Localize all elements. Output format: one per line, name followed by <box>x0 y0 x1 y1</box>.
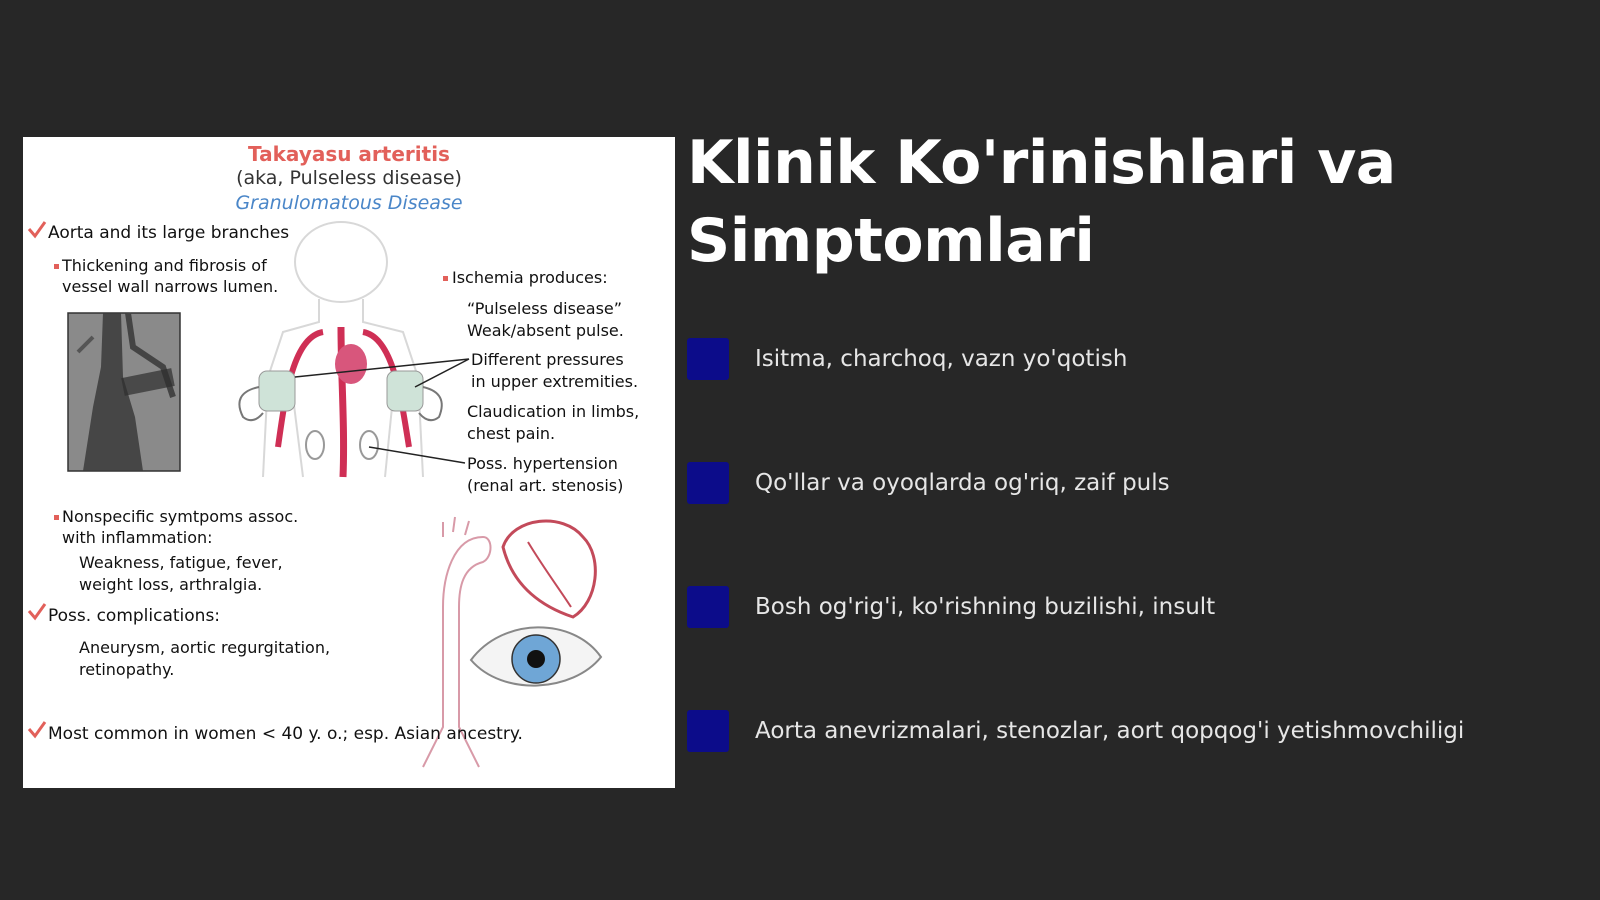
bullet-text: Isitma, charchoq, vazn yo'qotish <box>755 346 1128 372</box>
takayasu-figure <box>23 137 675 788</box>
check-icon <box>29 222 45 236</box>
figure-aka: (aka, Pulseless disease) <box>236 167 462 189</box>
bullet-text: Qo'llar va oyoqlarda og'riq, zaif puls <box>755 470 1170 496</box>
bullet-dot-icon <box>54 515 59 520</box>
figure-thickening-2: vessel wall narrows lumen. <box>62 277 279 296</box>
figure-weakness-1: Weakness, fatigue, fever, <box>79 553 283 572</box>
figure-ischemia-head: Ischemia produces: <box>452 268 608 287</box>
figure-thickening-1: Thickening and fibrosis of <box>62 256 267 275</box>
bullet-square-icon <box>687 586 729 628</box>
bullet-text: Bosh og'rig'i, ko'rishning buzilishi, insult <box>755 594 1216 620</box>
bullet-item <box>687 337 1587 381</box>
figure-pressures-2: in upper extremities. <box>471 372 639 391</box>
bullet-dot-icon <box>54 264 59 269</box>
figure-pressures-1: Different pressures <box>471 350 624 369</box>
figure-claudication-1: Claudication in limbs, <box>467 402 640 421</box>
figure-subtitle: Granulomatous Disease <box>235 192 463 214</box>
bullet-item <box>687 461 1587 505</box>
figure-nonspecific-2: with inflammation: <box>62 528 213 547</box>
angiogram-image <box>68 313 180 471</box>
callout-lines <box>295 359 469 463</box>
heart-drawing <box>503 521 595 617</box>
bullet-square-icon <box>687 710 729 752</box>
slide-title: Klinik Ko'rinishlari va Simptomlari <box>687 128 1396 276</box>
figure-point-aorta: Aorta and its large branches <box>48 223 290 243</box>
figure-hypertension-1: Poss. hypertension <box>467 454 618 473</box>
figure-complications-1: Aneurysm, aortic regurgitation, <box>79 638 331 657</box>
figure-claudication-2: chest pain. <box>467 424 556 443</box>
figure-demographic: Most common in women < 40 y. o.; esp. Asian ancestry. <box>48 724 523 744</box>
figure-hypertension-2: (renal art. stenosis) <box>467 476 624 495</box>
figure-complications-head: Poss. complications: <box>48 606 221 626</box>
figure-pulseless-1: “Pulseless disease” <box>467 299 623 318</box>
bullet-dot-icon <box>443 276 448 281</box>
figure-weakness-2: weight loss, arthralgia. <box>79 575 263 594</box>
check-icon <box>29 604 45 618</box>
bullet-item <box>687 585 1587 629</box>
bullet-text: Aorta anevrizmalari, stenozlar, aort qopqog'i yetishmovchiligi <box>755 718 1465 744</box>
check-icon <box>29 722 45 736</box>
bullet-square-icon <box>687 462 729 504</box>
figure-nonspecific-1: Nonspecific symtpoms assoc. <box>62 507 299 526</box>
eye-drawing <box>471 627 601 685</box>
figure-title: Takayasu arteritis <box>248 142 450 166</box>
figure-complications-2: retinopathy. <box>79 660 175 679</box>
bullet-square-icon <box>687 338 729 380</box>
bullet-item <box>687 709 1587 753</box>
figure-pulseless-2: Weak/absent pulse. <box>467 321 624 340</box>
